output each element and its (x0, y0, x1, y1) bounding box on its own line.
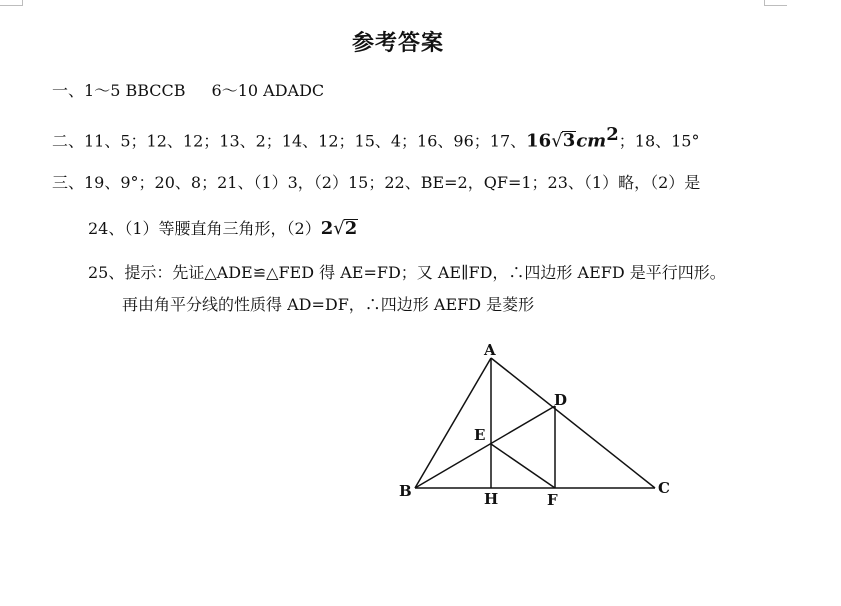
segment-ab (415, 358, 491, 488)
answer-item-25-line-1: 25、提示：先证△ADE≌△FED 得 AE=FD；又 AE∥FD，∴四边形 AEFD 是平行四形。 (88, 263, 726, 282)
answer-item-25-line-2: 再由角平分线的性质得 AD=DF，∴四边形 AEFD 是菱形 (122, 295, 535, 314)
item-24-text: 24、（1）等腰直角三角形，（2） (88, 219, 321, 238)
answer-17-exponent: 2 (606, 124, 619, 145)
label-e: E (474, 426, 486, 444)
answers-6-10: 6～10 ADADC (211, 81, 325, 100)
label-b: B (399, 482, 412, 500)
answer-section-3: 三、19、9°；20、8；21、（1）3，（2）15；22、BE=2，QF=1；23、（1）略，（2）是 (52, 173, 701, 192)
section-2-text: 二、11、5；12、12；13、2；14、12；15、4；16、96；17、 (52, 131, 527, 151)
answer-section-1 (52, 78, 324, 101)
item-24-radicand: 2 (344, 218, 358, 239)
label-h: H (484, 490, 499, 508)
label-f: F (547, 491, 558, 509)
answer-17-coefficient: 16 (526, 130, 552, 152)
section-2-tail: ；18、15° (618, 131, 700, 151)
section-1-prefix: 一、 (52, 81, 85, 100)
geometry-figure (380, 330, 700, 520)
segment-bd (415, 406, 555, 488)
label-c: C (658, 479, 670, 497)
answer-17-unit: cm (576, 130, 607, 152)
segment-ef (491, 444, 555, 488)
label-a: A (484, 341, 496, 359)
page-title: 参考答案 (351, 30, 444, 56)
sqrt-symbol: √ (333, 218, 345, 239)
sqrt-symbol: √ (551, 130, 563, 152)
label-d: D (554, 391, 568, 409)
page-corner-mark-right (764, 0, 787, 6)
item-24-coefficient: 2 (320, 218, 334, 239)
answers-1-5: 1～5 BBCCB (84, 81, 186, 100)
answer-item-24 (88, 216, 358, 239)
page-corner-mark-left (0, 0, 23, 6)
answer-section-2 (52, 124, 700, 151)
segment-ac (491, 358, 655, 488)
answer-17-radicand: 3 (562, 130, 576, 152)
